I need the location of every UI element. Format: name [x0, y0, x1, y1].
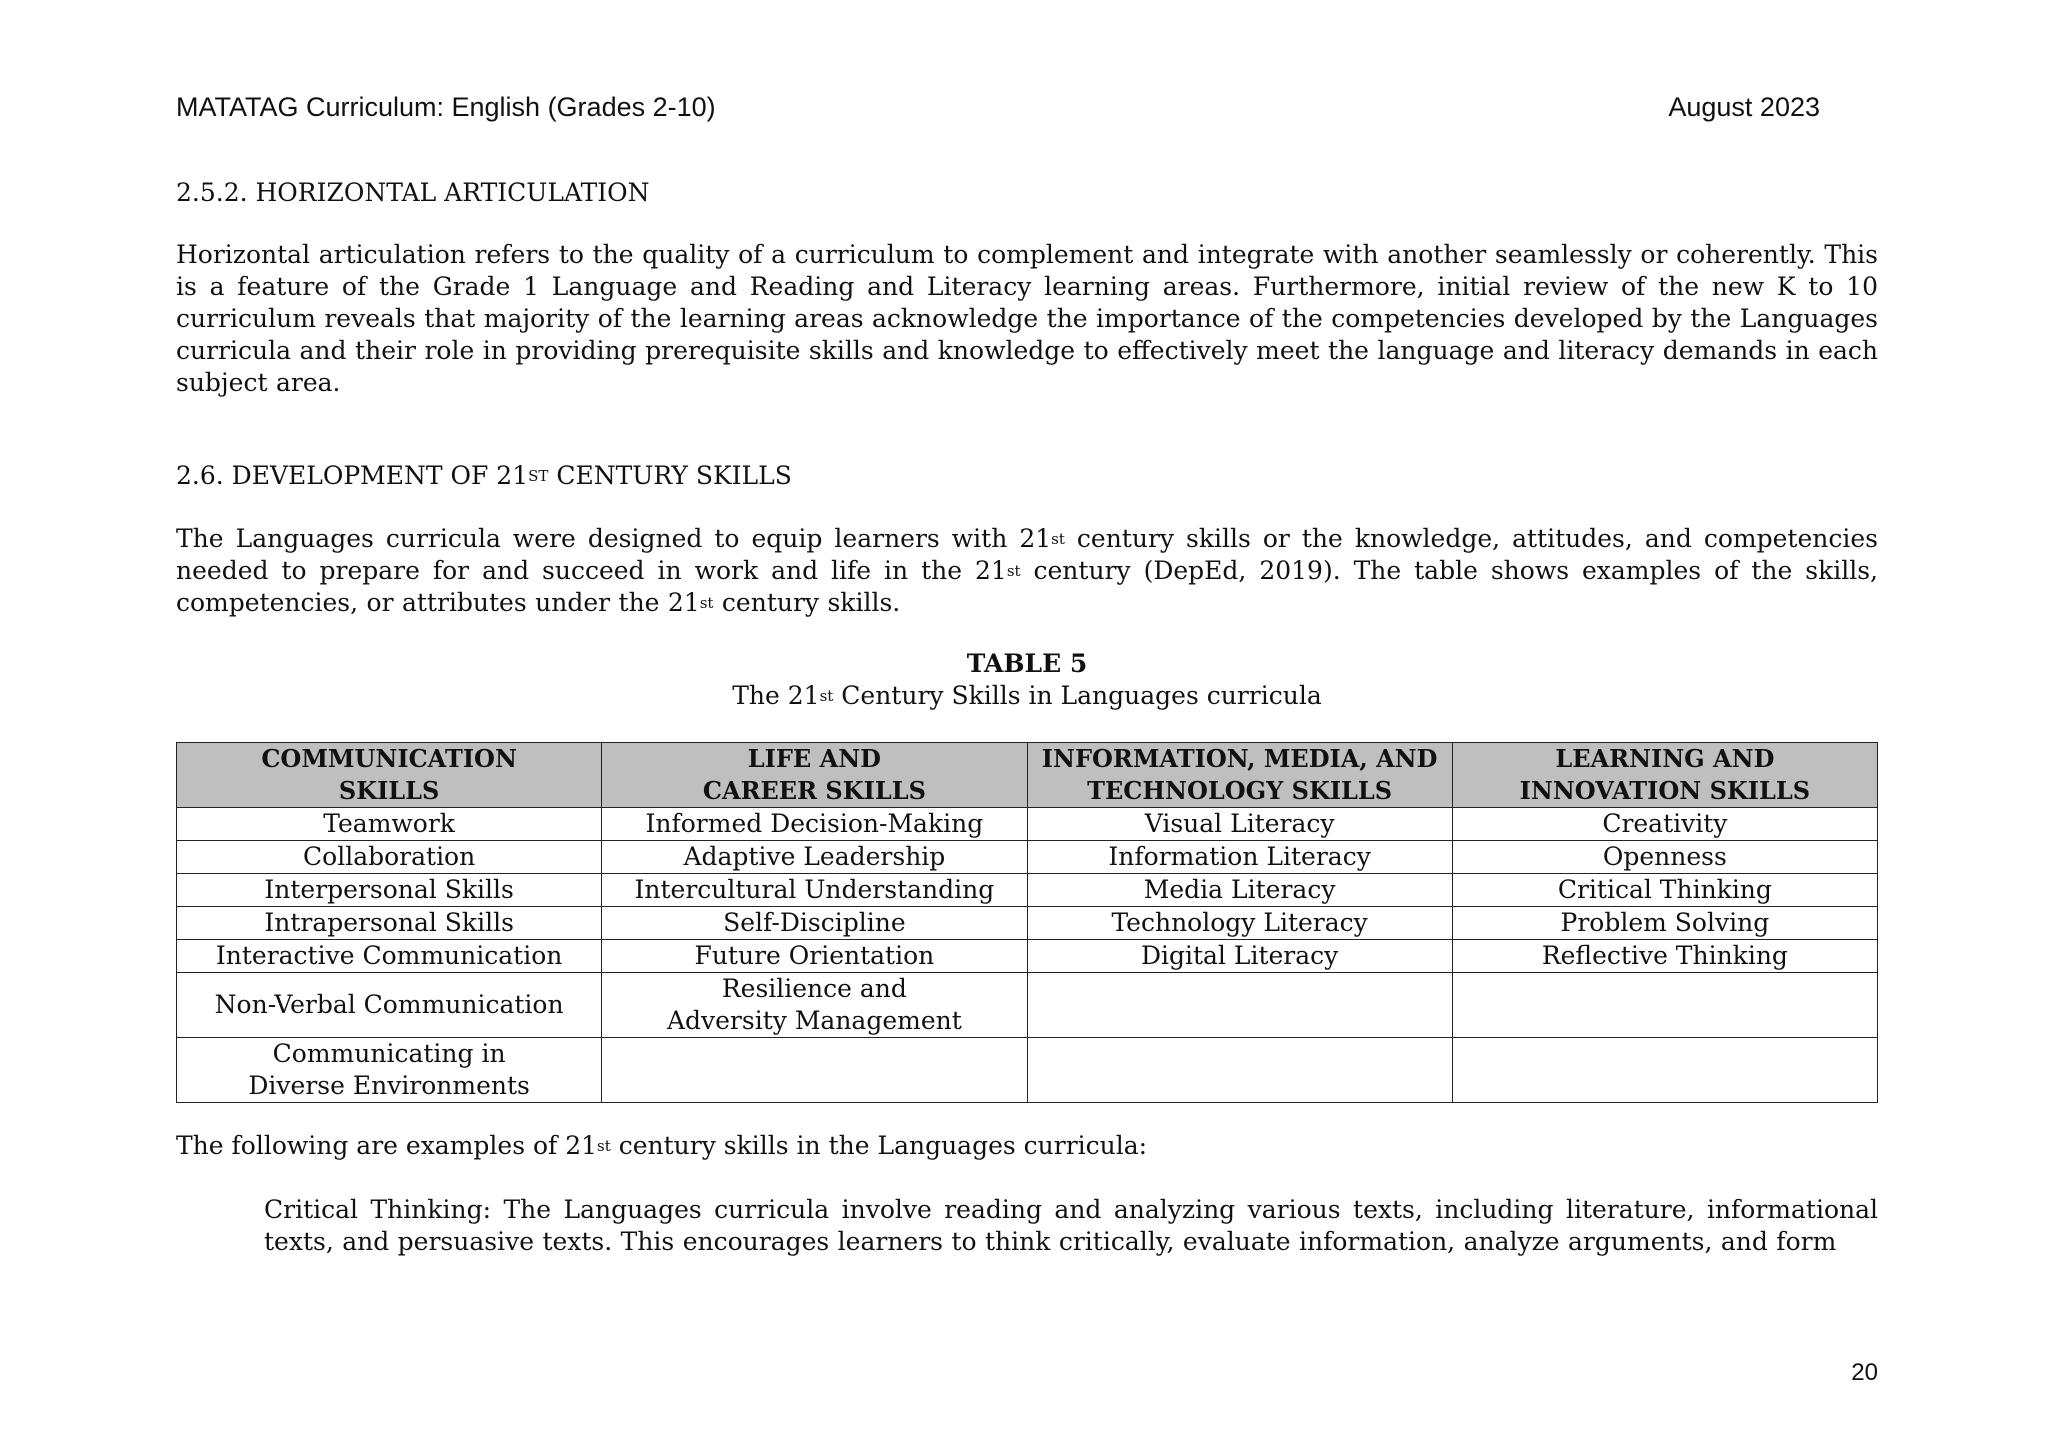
- table-row: [177, 1038, 1878, 1103]
- table-row: [177, 973, 1878, 1038]
- header-life-career-skills: LIFE AND CAREER SKILLS: [602, 743, 1027, 808]
- table-cell-empty: [1027, 1038, 1452, 1103]
- page-number: 20: [1851, 1359, 1878, 1386]
- table-header-row: [177, 743, 1878, 808]
- table-cell: Self-Discipline: [602, 907, 1027, 940]
- table-cell-empty: [1452, 973, 1877, 1038]
- table-cell: Information Literacy: [1027, 841, 1452, 874]
- table-row: [177, 874, 1878, 907]
- table-row: [177, 808, 1878, 841]
- table-caption-title: TABLE 5: [966, 649, 1088, 678]
- table-cell: Openness: [1452, 841, 1877, 874]
- table-cell-empty: [1027, 973, 1452, 1038]
- page-header: [176, 90, 1820, 124]
- table-cell: Collaboration: [177, 841, 602, 874]
- table-cell: Digital Literacy: [1027, 940, 1452, 973]
- table-cell-empty: [602, 1038, 1027, 1103]
- table-cell: Communicating in Diverse Environments: [177, 1038, 602, 1103]
- examples-intro: The following are examples of 21st century skills in the Languages curricula:: [176, 1131, 1148, 1160]
- table-cell: Interpersonal Skills: [177, 874, 602, 907]
- table-cell: Non-Verbal Communication: [177, 973, 602, 1038]
- table-cell: Future Orientation: [602, 940, 1027, 973]
- header-learning-innovation-skills: LEARNING AND INNOVATION SKILLS: [1452, 743, 1877, 808]
- table-cell: Intrapersonal Skills: [177, 907, 602, 940]
- table-row: [177, 940, 1878, 973]
- section-heading-horizontal-articulation: 2.5.2. HORIZONTAL ARTICULATION: [176, 178, 650, 207]
- skills-table: [176, 742, 1878, 1103]
- table-cell: Interactive Communication: [177, 940, 602, 973]
- table-cell: Intercultural Understanding: [602, 874, 1027, 907]
- table-cell-empty: [1452, 1038, 1877, 1103]
- critical-thinking-paragraph: Critical Thinking: The Languages curricula involve reading and analyzing various texts, including literature, informational texts, and persuasive texts. This encourages learners to think critically, evaluate information, analyze arguments, and form: [264, 1195, 1878, 1256]
- table-cell: Reflective Thinking: [1452, 940, 1877, 973]
- table-cell: Teamwork: [177, 808, 602, 841]
- table-caption-subtitle: The 21st Century Skills in Languages curricula: [732, 681, 1322, 710]
- table-cell: Informed Decision-Making: [602, 808, 1027, 841]
- table-cell: Technology Literacy: [1027, 907, 1452, 940]
- horizontal-articulation-paragraph: Horizontal articulation refers to the quality of a curriculum to complement and integrate with another seamlessly or coherently. This is a feature of the Grade 1 Language and Reading and Literacy learning areas. Furthermore, initial review of the new K to 10 curriculum reveals that majority of the learning areas acknowledge the importance of the competencies developed by the Languages curricula and their role in providing prerequisite skills and knowledge to effectively meet the language and literacy demands in each subject area.: [176, 240, 1878, 397]
- table-cell: Adaptive Leadership: [602, 841, 1027, 874]
- table-cell: Media Literacy: [1027, 874, 1452, 907]
- table-cell: Resilience and Adversity Management: [602, 973, 1027, 1038]
- header-information-media-technology-skills: INFORMATION, MEDIA, AND TECHNOLOGY SKILLS: [1027, 743, 1452, 808]
- table-cell: Critical Thinking: [1452, 874, 1877, 907]
- table-cell: Problem Solving: [1452, 907, 1877, 940]
- table-row: [177, 841, 1878, 874]
- table-cell: Visual Literacy: [1027, 808, 1452, 841]
- table-cell: Creativity: [1452, 808, 1877, 841]
- section-heading-21st-century-skills: 2.6. DEVELOPMENT OF 21ST CENTURY SKILLS: [176, 461, 792, 490]
- header-communication-skills: COMMUNICATION SKILLS: [177, 743, 602, 808]
- document-date: August 2023: [1668, 92, 1820, 122]
- table-row: [177, 907, 1878, 940]
- 21st-century-skills-paragraph: The Languages curricula were designed to equip learners with 21st century skills or the knowledge, attitudes, and competencies needed to prepare for and succeed in work and life in the 21st century (DepEd, 2019). The table shows examples of the skills, competencies, or attributes under the 21st century skills.: [176, 524, 1878, 617]
- document-title: MATATAG Curriculum: English (Grades 2-10): [176, 92, 716, 122]
